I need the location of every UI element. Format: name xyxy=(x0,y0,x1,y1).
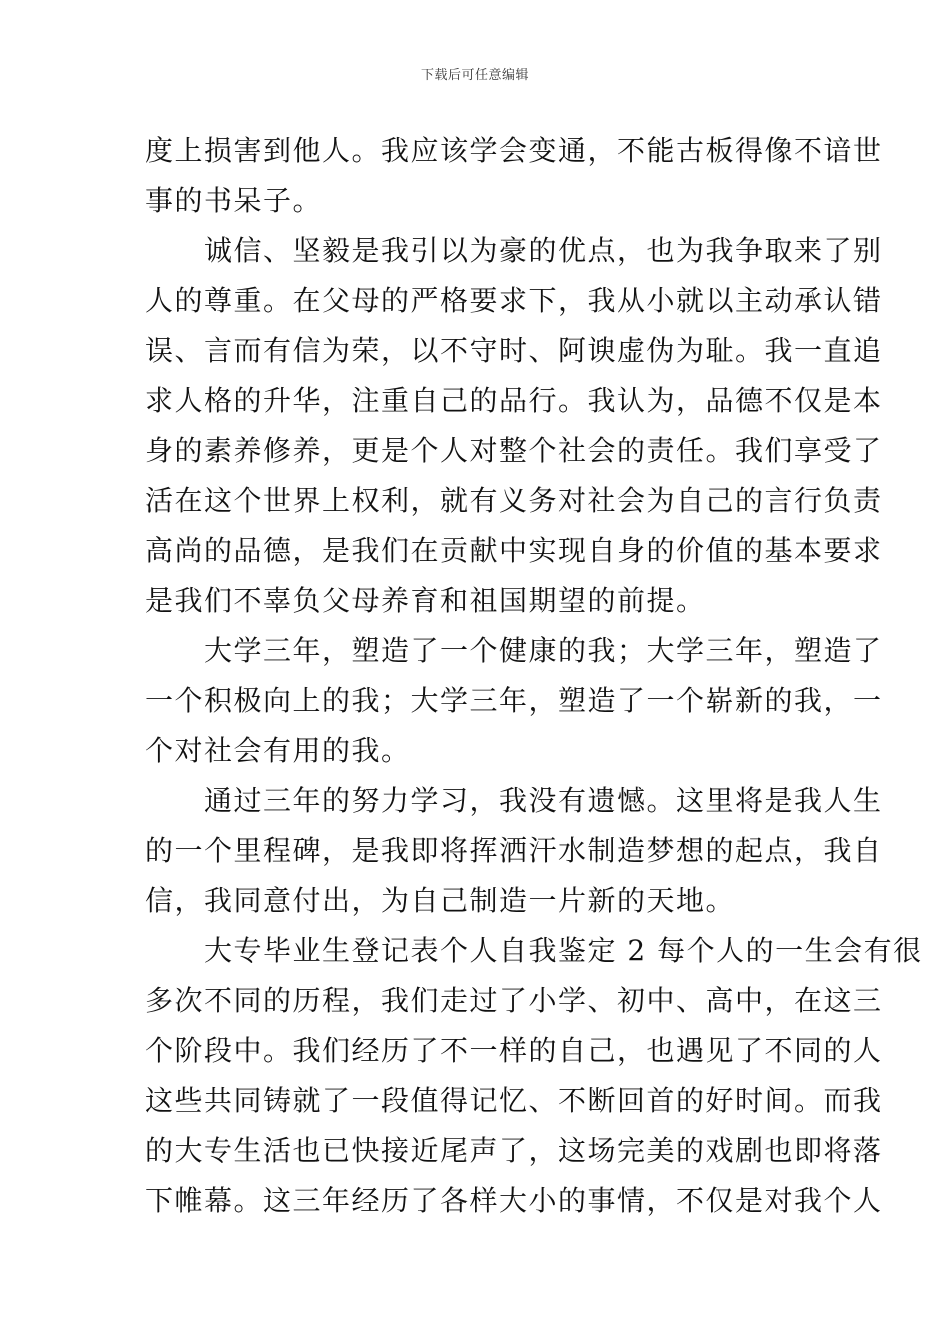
page-header: 下载后可任意编辑 xyxy=(420,68,529,83)
text-line: 多次不同的历程，我们走过了小学、初中、高中，在这三 xyxy=(145,984,883,1017)
text-line: 的一个里程碑，是我即将挥洒汗水制造梦想的起点，我自 xyxy=(145,834,883,867)
text-line: 事的书呆子。 xyxy=(145,184,323,217)
document-body xyxy=(145,126,923,1226)
text-line: 高尚的品德，是我们在贡献中实现自身的价值的基本要求 xyxy=(145,534,883,567)
text-line: 个对社会有用的我。 xyxy=(145,734,411,767)
text-line: 大专毕业生登记表个人自我鉴定 2 每个人的一生会有很 xyxy=(145,934,923,967)
text-line: 大学三年，塑造了一个健康的我；大学三年，塑造了 xyxy=(145,634,883,667)
text-line: 人的尊重。在父母的严格要求下，我从小就以主动承认错 xyxy=(145,284,883,317)
text-line: 的大专生活也已快接近尾声了，这场完美的戏剧也即将落 xyxy=(145,1134,883,1167)
text-line: 这些共同铸就了一段值得记忆、不断回首的好时间。而我 xyxy=(145,1084,883,1117)
text-line: 身的素养修养，更是个人对整个社会的责任。我们享受了 xyxy=(145,434,883,467)
text-line: 误、言而有信为荣，以不守时、阿谀虚伪为耻。我一直追 xyxy=(145,334,883,367)
text-line: 个阶段中。我们经历了不一样的自己，也遇见了不同的人 xyxy=(145,1034,883,1067)
text-line: 度上损害到他人。我应该学会变通，不能古板得像不谙世 xyxy=(145,134,883,167)
text-line: 一个积极向上的我；大学三年，塑造了一个崭新的我，一 xyxy=(145,684,883,717)
text-line: 是我们不辜负父母养育和祖国期望的前提。 xyxy=(145,584,706,617)
text-line: 信，我同意付出，为自己制造一片新的天地。 xyxy=(145,884,736,917)
text-line: 活在这个世界上权利，就有义务对社会为自己的言行负责 xyxy=(145,484,883,517)
text-line: 诚信、坚毅是我引以为豪的优点，也为我争取来了别 xyxy=(145,234,883,267)
text-line: 求人格的升华，注重自己的品行。我认为，品德不仅是本 xyxy=(145,384,883,417)
text-line: 通过三年的努力学习，我没有遗憾。这里将是我人生 xyxy=(145,784,883,817)
text-line: 下帷幕。这三年经历了各样大小的事情，不仅是对我个人 xyxy=(145,1184,883,1217)
